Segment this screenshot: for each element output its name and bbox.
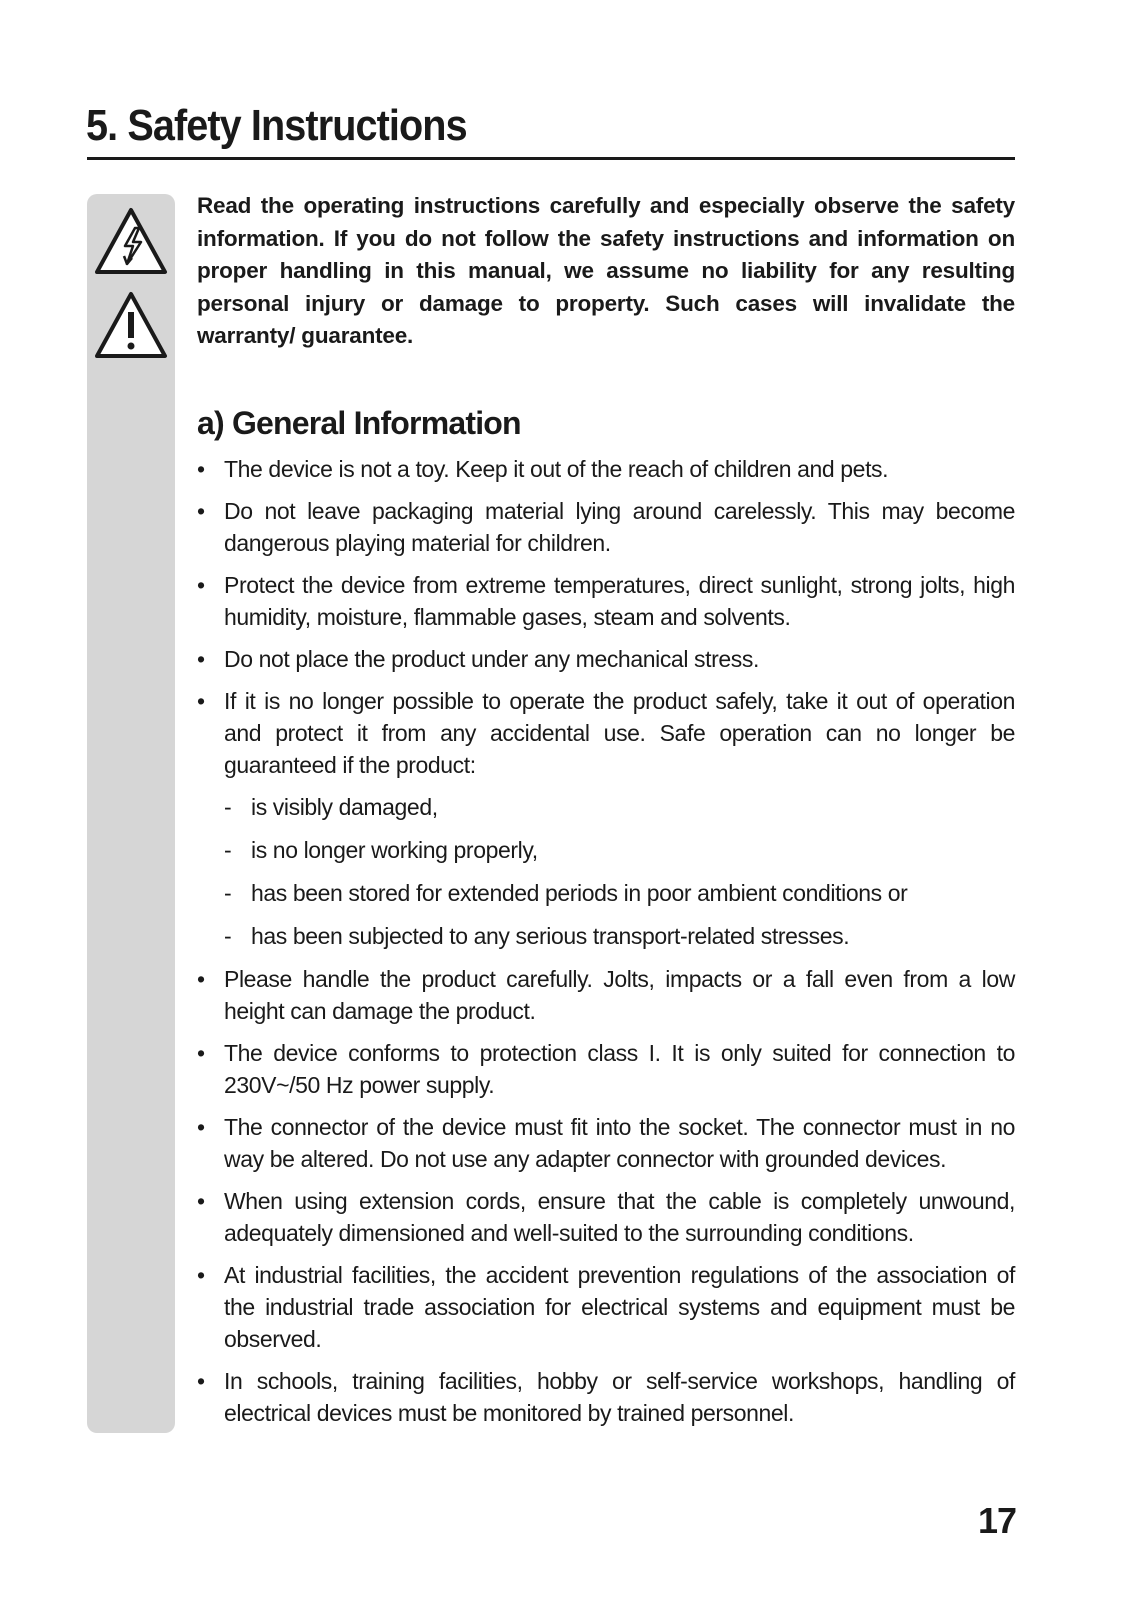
general-warning-icon (93, 290, 169, 362)
damage-conditions-list (224, 791, 1015, 952)
list-item: • Please handle the product carefully. Jolts, impacts or a fall even from a low height can damage the product. (197, 965, 1015, 1024)
list-item: • If it is no longer possible to operate the product safely, take it out of operation and protect it from any accidental use. Safe operation can no longer be guaranteed if the product: - is visibly damaged, - is no longer working properly, - has been stored for extended periods in poor ambient conditions or - has been subjected to any serious transport-related stresses. (197, 685, 1015, 952)
warning-sidebar (87, 194, 175, 1433)
title-divider (87, 157, 1015, 160)
sub-list-item: - is visibly damaged, (224, 793, 438, 820)
list-item: • Protect the device from extreme temperatures, direct sunlight, strong jolts, high humidity, moisture, flammable gases, steam and solvents. (197, 571, 1015, 630)
main-content (197, 190, 1015, 1439)
safety-intro-paragraph: Read the operating instructions carefully and especially observe the safety information. If you do not follow the safety instructions and information on proper handling in this manual, we assume no liability for any resulting personal injury or damage to property. Such cases will invalidate the warranty/ guarantee. (197, 193, 1015, 348)
list-item: • The device conforms to protection class I. It is only suited for connection to 230V~/50 Hz power supply. (197, 1039, 1015, 1098)
list-item: • Do not place the product under any mechanical stress. (197, 645, 759, 672)
list-item: • In schools, training facilities, hobby or self-service workshops, handling of electrical devices must be monitored by trained personnel. (197, 1367, 1015, 1426)
section-heading: a) General Information (197, 404, 521, 441)
general-information-list (197, 453, 1015, 1429)
sub-list-item: - is no longer working properly, (224, 836, 538, 863)
list-item: • Do not leave packaging material lying around carelessly. This may become dangerous playing material for children. (197, 497, 1015, 556)
list-item: • At industrial facilities, the accident prevention regulations of the association of the industrial trade association for electrical systems and equipment must be observed. (197, 1261, 1015, 1352)
list-item: • When using extension cords, ensure that the cable is completely unwound, adequately dimensioned and well-suited to the surrounding conditions. (197, 1187, 1015, 1246)
sub-list-item: - has been subjected to any serious transport-related stresses. (224, 922, 850, 949)
list-item: • The device is not a toy. Keep it out of the reach of children and pets. (197, 455, 889, 482)
electric-shock-warning-icon (93, 206, 169, 278)
sub-list-item: - has been stored for extended periods in poor ambient conditions or (224, 879, 908, 906)
page-title: 5. Safety Instructions (86, 101, 467, 150)
list-item: • The connector of the device must fit into the socket. The connector must in no way be altered. Do not use any adapter connector with grounded devices. (197, 1113, 1015, 1172)
page-number: 17 (977, 1500, 1016, 1541)
